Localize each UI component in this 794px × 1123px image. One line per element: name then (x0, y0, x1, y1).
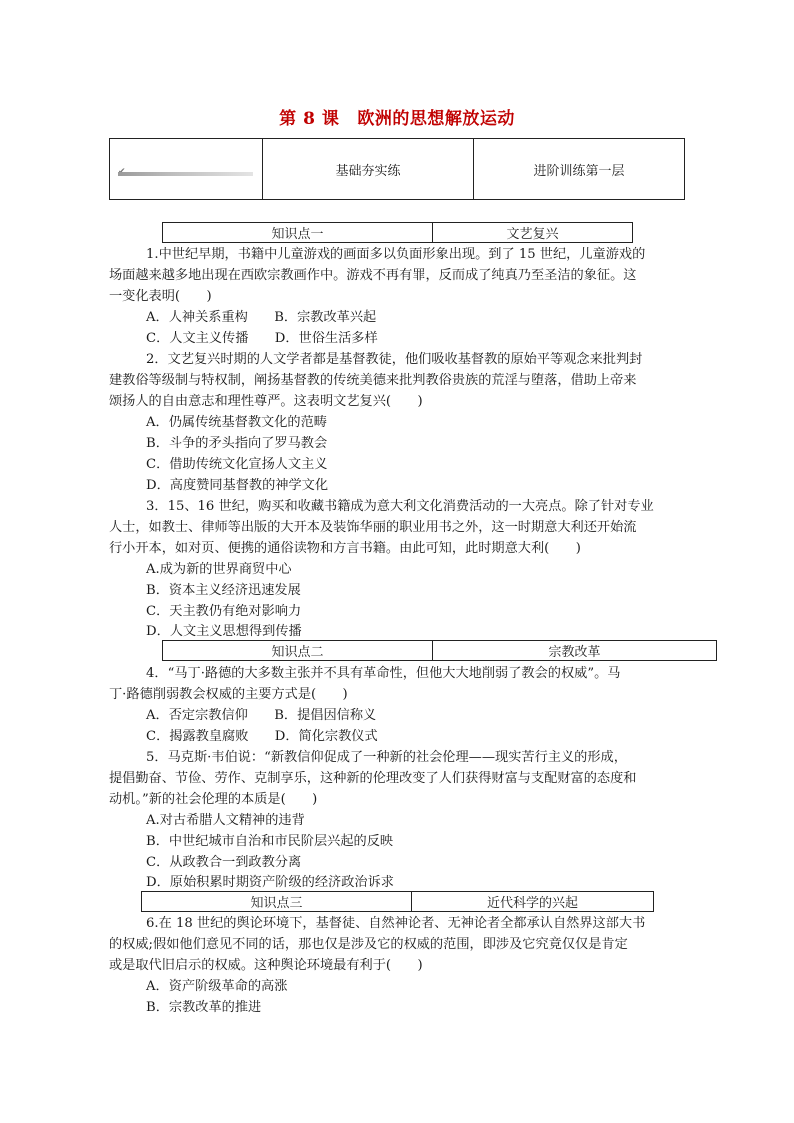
question-5-option-line: A.对古希腊人文精神的违背 (146, 813, 305, 828)
lesson-name: 欧洲的思想解放运动 (357, 109, 515, 129)
question-4-option-line: C．揭露教皇腐败 D．简化宗教仪式 (146, 729, 378, 744)
question-4-stem-line: 4．“马丁·路德的大多数主张并不具有革命性，但他大大地削弱了教会的权威”。马 (146, 666, 621, 681)
question-3-stem-line: 人士，如教士、律师等出版的大开本及装饰华丽的职业用书之外，这一时期意大利还开始流 (109, 520, 637, 535)
question-6-stem-line: 或是取代旧启示的权威。这种舆论环境最有利于( ) (109, 958, 423, 973)
question-1-option-line: A．人神关系重构 B．宗教改革兴起 (146, 310, 377, 325)
question-1-stem-line: 1.中世纪早期，书籍中儿童游戏的画面多以负面形象出现。到了 15 世纪，儿童游戏的 (146, 247, 646, 262)
question-5-option-line: C．从政教合一到政教分离 (146, 855, 302, 870)
knowledge-point-topic: 宗教改革 (548, 645, 601, 660)
question-3-option-line: A.成为新的世界商贸中心 (146, 562, 292, 577)
page-title (0, 104, 794, 129)
question-6-stem-line: 的权威;假如他们意见不同的话，那也仅是涉及它的权威的范围，即涉及它究竟仅仅是肯定 (109, 937, 628, 952)
logo-bar (118, 172, 253, 176)
question-2-stem-line: 建教俗等级制与特权制，阐扬基督教的传统美德来批判教俗贵族的荒淫与堕落，借助上帝来 (109, 373, 637, 388)
knowledge-point-box (162, 640, 717, 661)
question-1-stem-line: 一变化表明( ) (109, 289, 212, 304)
header-cell-basic: 基础夯实练 (263, 139, 474, 199)
lesson-number: 第 8 课 (279, 109, 340, 129)
question-5-option-line: D．原始积累时期资产阶级的经济政治诉求 (146, 875, 394, 890)
question-2-option-line: B．斗争的矛头指向了罗马教会 (146, 436, 328, 451)
question-6-stem-line: 6.在 18 世纪的舆论环境下，基督徒、自然神论者、无神论者全都承认自然界这部大书 (146, 916, 646, 931)
question-5-stem-line: 5．马克斯·韦伯说：“新教信仰促成了一种新的社会伦理——现实苦行主义的形成， (146, 750, 627, 765)
question-5-stem-line: 提倡勤奋、节俭、劳作、克制享乐，这种新的伦理改变了人们获得财富与支配财富的态度和 (109, 771, 637, 786)
question-3-stem-line: 3．15、16 世纪，购买和收藏书籍成为意大利文化消费活动的一大亮点。除了针对专业 (146, 499, 654, 514)
header-table (109, 138, 685, 200)
knowledge-point-label: 知识点三 (142, 892, 412, 911)
knowledge-point-topic: 文艺复兴 (506, 227, 559, 242)
header-cell-advanced: 进阶训练第一层 (533, 163, 625, 179)
knowledge-point-label: 知识点二 (163, 641, 433, 660)
question-3-stem-line: 行小开本，如对页、便携的通俗读物和方言书籍。由此可知，此时期意大利( ) (109, 541, 581, 556)
question-2-option-line: D．高度赞同基督教的神学文化 (146, 478, 329, 493)
question-5-stem-line: 动机。”新的社会伦理的本质是( ) (109, 792, 318, 807)
question-1-stem-line: 场面越来越多地出现在西欧宗教画作中。游戏不再有罪，反而成了纯真乃至圣洁的象征。这 (109, 268, 637, 283)
question-5-option-line: B．中世纪城市自治和市民阶层兴起的反映 (146, 834, 394, 849)
question-6-option-line: B．宗教改革的推进 (146, 1000, 262, 1015)
knowledge-point-topic: 近代科学的兴起 (486, 896, 578, 911)
question-4-option-line: A．否定宗教信仰 B．提倡因信称义 (146, 708, 377, 723)
question-3-option-line: D．人文主义思想得到传播 (146, 624, 302, 639)
knowledge-point-label: 知识点一 (163, 223, 433, 242)
knowledge-point-box (141, 891, 654, 912)
question-4-stem-line: 丁·路德削弱教会权威的主要方式是( ) (109, 687, 348, 702)
header-logo-cell (110, 139, 263, 199)
question-2-stem-line: 2．文艺复兴时期的人文学者都是基督教徒，他们吸收基督教的原始平等观念来批判封 (146, 352, 643, 367)
question-2-option-line: A．仍属传统基督教文化的范畴 (146, 415, 327, 430)
question-2-stem-line: 颂扬人的自由意志和理性尊严。这表明文艺复兴( ) (109, 394, 423, 409)
knowledge-point-box (162, 222, 633, 243)
question-2-option-line: C．借助传统文化宣扬人文主义 (146, 457, 328, 472)
question-3-option-line: C．天主教仍有绝对影响力 (146, 604, 302, 619)
question-3-option-line: B．资本主义经济迅速发展 (146, 583, 301, 598)
question-6-option-line: A．资产阶级革命的高涨 (146, 979, 288, 994)
question-1-option-line: C．人文主义传播 D．世俗生活多样 (146, 331, 378, 346)
